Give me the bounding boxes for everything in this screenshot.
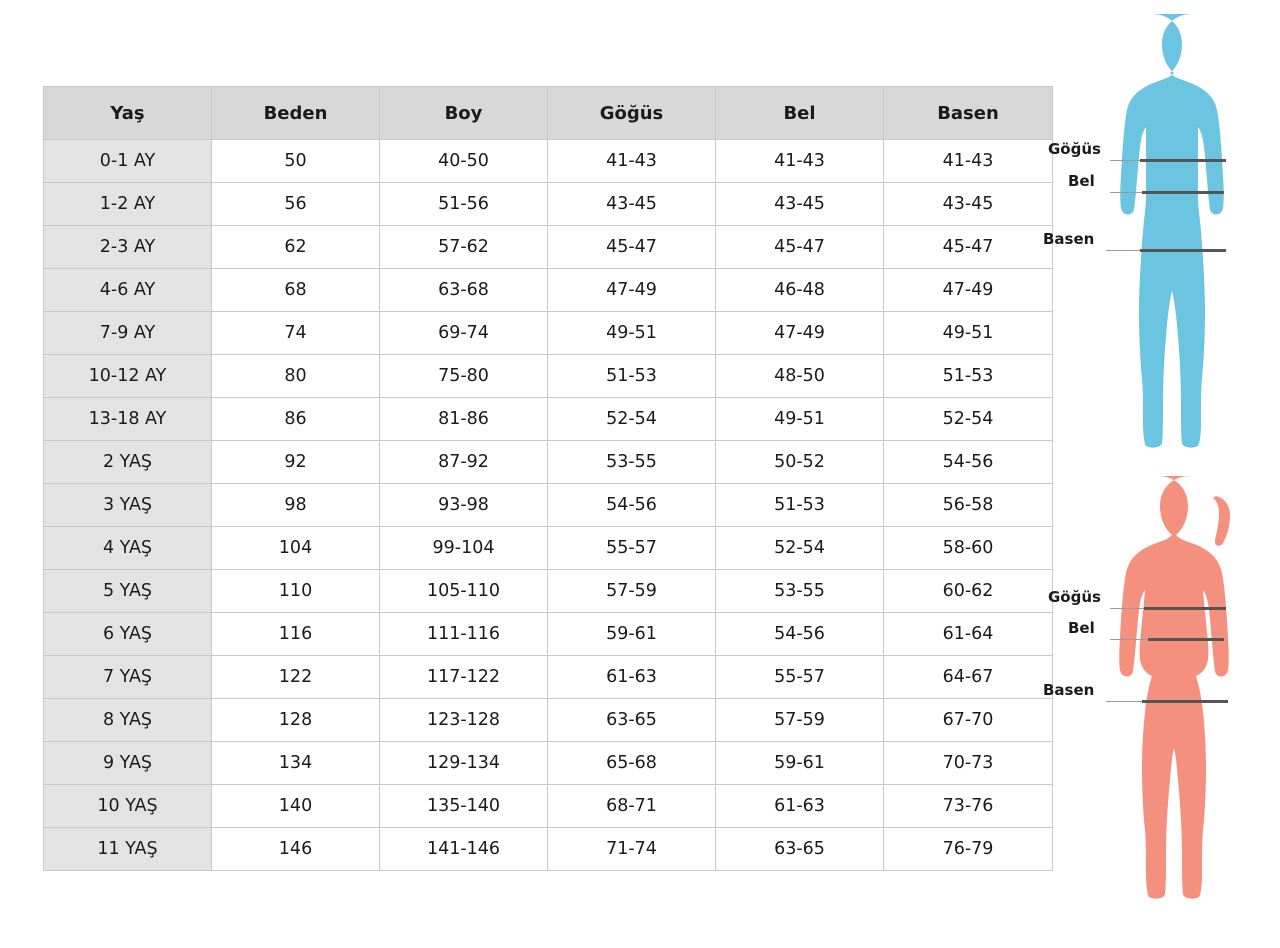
cell-waist: 41-43: [716, 140, 884, 183]
cell-age: 6 YAŞ: [44, 613, 212, 656]
cell-height: 111-116: [380, 613, 548, 656]
cell-waist: 45-47: [716, 226, 884, 269]
cell-waist: 51-53: [716, 484, 884, 527]
cell-height: 57-62: [380, 226, 548, 269]
cell-size: 134: [212, 742, 380, 785]
cell-height: 141-146: [380, 828, 548, 871]
cell-size: 98: [212, 484, 380, 527]
cell-size: 128: [212, 699, 380, 742]
table-row: [44, 656, 1053, 699]
column-header-age: Yaş: [44, 87, 212, 140]
cell-height: 69-74: [380, 312, 548, 355]
girl-silhouette-icon: [1112, 470, 1272, 948]
column-header-waist: Bel: [716, 87, 884, 140]
table-row: [44, 441, 1053, 484]
boy-chest-measure-line: [1140, 159, 1226, 162]
cell-hip: 58-60: [884, 527, 1053, 570]
cell-chest: 71-74: [548, 828, 716, 871]
cell-size: 110: [212, 570, 380, 613]
girl-chest-measure-line: [1144, 607, 1226, 610]
cell-hip: 60-62: [884, 570, 1053, 613]
cell-hip: 76-79: [884, 828, 1053, 871]
cell-waist: 61-63: [716, 785, 884, 828]
table-row: [44, 785, 1053, 828]
girl-chest-label: Göğüs: [1048, 588, 1101, 606]
table-body: [44, 140, 1053, 871]
cell-height: 87-92: [380, 441, 548, 484]
cell-age: 7-9 AY: [44, 312, 212, 355]
cell-height: 63-68: [380, 269, 548, 312]
cell-age: 8 YAŞ: [44, 699, 212, 742]
table-row: [44, 699, 1053, 742]
cell-waist: 52-54: [716, 527, 884, 570]
cell-size: 50: [212, 140, 380, 183]
table-row: [44, 269, 1053, 312]
cell-height: 135-140: [380, 785, 548, 828]
cell-size: 86: [212, 398, 380, 441]
cell-height: 129-134: [380, 742, 548, 785]
boy-silhouette-icon: [1112, 8, 1272, 478]
cell-age: 7 YAŞ: [44, 656, 212, 699]
cell-waist: 49-51: [716, 398, 884, 441]
cell-chest: 61-63: [548, 656, 716, 699]
cell-waist: 57-59: [716, 699, 884, 742]
cell-age: 5 YAŞ: [44, 570, 212, 613]
table-header-row: [44, 87, 1053, 140]
table-row: [44, 828, 1053, 871]
cell-size: 116: [212, 613, 380, 656]
cell-hip: 70-73: [884, 742, 1053, 785]
cell-size: 56: [212, 183, 380, 226]
cell-hip: 51-53: [884, 355, 1053, 398]
table-header: [44, 87, 1053, 140]
cell-hip: 64-67: [884, 656, 1053, 699]
cell-chest: 65-68: [548, 742, 716, 785]
column-header-chest: Göğüs: [548, 87, 716, 140]
table-row: [44, 570, 1053, 613]
cell-chest: 55-57: [548, 527, 716, 570]
cell-size: 74: [212, 312, 380, 355]
cell-age: 10-12 AY: [44, 355, 212, 398]
cell-height: 117-122: [380, 656, 548, 699]
cell-size: 146: [212, 828, 380, 871]
cell-age: 10 YAŞ: [44, 785, 212, 828]
table-row: [44, 183, 1053, 226]
cell-height: 81-86: [380, 398, 548, 441]
cell-height: 75-80: [380, 355, 548, 398]
cell-height: 40-50: [380, 140, 548, 183]
cell-chest: 54-56: [548, 484, 716, 527]
cell-hip: 52-54: [884, 398, 1053, 441]
cell-age: 3 YAŞ: [44, 484, 212, 527]
size-table: [43, 86, 1053, 871]
column-header-size: Beden: [212, 87, 380, 140]
cell-waist: 47-49: [716, 312, 884, 355]
cell-chest: 59-61: [548, 613, 716, 656]
cell-age: 11 YAŞ: [44, 828, 212, 871]
cell-size: 92: [212, 441, 380, 484]
girl-hip-label: Basen: [1043, 681, 1095, 699]
cell-size: 140: [212, 785, 380, 828]
cell-size: 104: [212, 527, 380, 570]
table-row: [44, 355, 1053, 398]
cell-chest: 49-51: [548, 312, 716, 355]
table-row: [44, 527, 1053, 570]
cell-age: 4-6 AY: [44, 269, 212, 312]
cell-waist: 54-56: [716, 613, 884, 656]
cell-hip: 43-45: [884, 183, 1053, 226]
boy-chest-label: Göğüs: [1048, 140, 1101, 158]
table-row: [44, 742, 1053, 785]
cell-hip: 47-49: [884, 269, 1053, 312]
cell-chest: 52-54: [548, 398, 716, 441]
cell-chest: 43-45: [548, 183, 716, 226]
cell-size: 80: [212, 355, 380, 398]
cell-height: 51-56: [380, 183, 548, 226]
cell-height: 99-104: [380, 527, 548, 570]
cell-age: 13-18 AY: [44, 398, 212, 441]
table-row: [44, 312, 1053, 355]
cell-chest: 68-71: [548, 785, 716, 828]
cell-waist: 50-52: [716, 441, 884, 484]
column-header-hip: Basen: [884, 87, 1053, 140]
girl-figure: [1043, 470, 1280, 948]
cell-hip: 61-64: [884, 613, 1053, 656]
cell-chest: 47-49: [548, 269, 716, 312]
cell-hip: 67-70: [884, 699, 1053, 742]
cell-hip: 56-58: [884, 484, 1053, 527]
cell-waist: 55-57: [716, 656, 884, 699]
cell-size: 62: [212, 226, 380, 269]
cell-age: 9 YAŞ: [44, 742, 212, 785]
cell-age: 1-2 AY: [44, 183, 212, 226]
cell-waist: 59-61: [716, 742, 884, 785]
cell-height: 105-110: [380, 570, 548, 613]
girl-waist-label: Bel: [1068, 619, 1095, 637]
cell-chest: 53-55: [548, 441, 716, 484]
cell-waist: 53-55: [716, 570, 884, 613]
boy-waist-label: Bel: [1068, 172, 1095, 190]
cell-chest: 63-65: [548, 699, 716, 742]
table-row: [44, 613, 1053, 656]
cell-chest: 41-43: [548, 140, 716, 183]
cell-chest: 57-59: [548, 570, 716, 613]
cell-waist: 46-48: [716, 269, 884, 312]
column-header-height: Boy: [380, 87, 548, 140]
cell-hip: 49-51: [884, 312, 1053, 355]
cell-chest: 51-53: [548, 355, 716, 398]
cell-hip: 45-47: [884, 226, 1053, 269]
cell-height: 123-128: [380, 699, 548, 742]
table-row: [44, 140, 1053, 183]
cell-age: 2-3 AY: [44, 226, 212, 269]
cell-age: 4 YAŞ: [44, 527, 212, 570]
cell-waist: 63-65: [716, 828, 884, 871]
size-table-container: [43, 86, 1052, 871]
cell-size: 68: [212, 269, 380, 312]
cell-chest: 45-47: [548, 226, 716, 269]
cell-age: 0-1 AY: [44, 140, 212, 183]
table-row: [44, 484, 1053, 527]
cell-hip: 54-56: [884, 441, 1053, 484]
table-row: [44, 398, 1053, 441]
boy-hip-label: Basen: [1043, 230, 1095, 248]
cell-waist: 43-45: [716, 183, 884, 226]
boy-figure: [1043, 8, 1280, 478]
boy-hip-measure-line: [1140, 249, 1226, 252]
cell-hip: 41-43: [884, 140, 1053, 183]
cell-hip: 73-76: [884, 785, 1053, 828]
cell-waist: 48-50: [716, 355, 884, 398]
cell-size: 122: [212, 656, 380, 699]
girl-waist-measure-line: [1148, 638, 1224, 641]
boy-waist-measure-line: [1142, 191, 1224, 194]
cell-age: 2 YAŞ: [44, 441, 212, 484]
cell-height: 93-98: [380, 484, 548, 527]
table-row: [44, 226, 1053, 269]
girl-hip-measure-line: [1142, 700, 1228, 703]
figure-panel: [1043, 0, 1280, 948]
